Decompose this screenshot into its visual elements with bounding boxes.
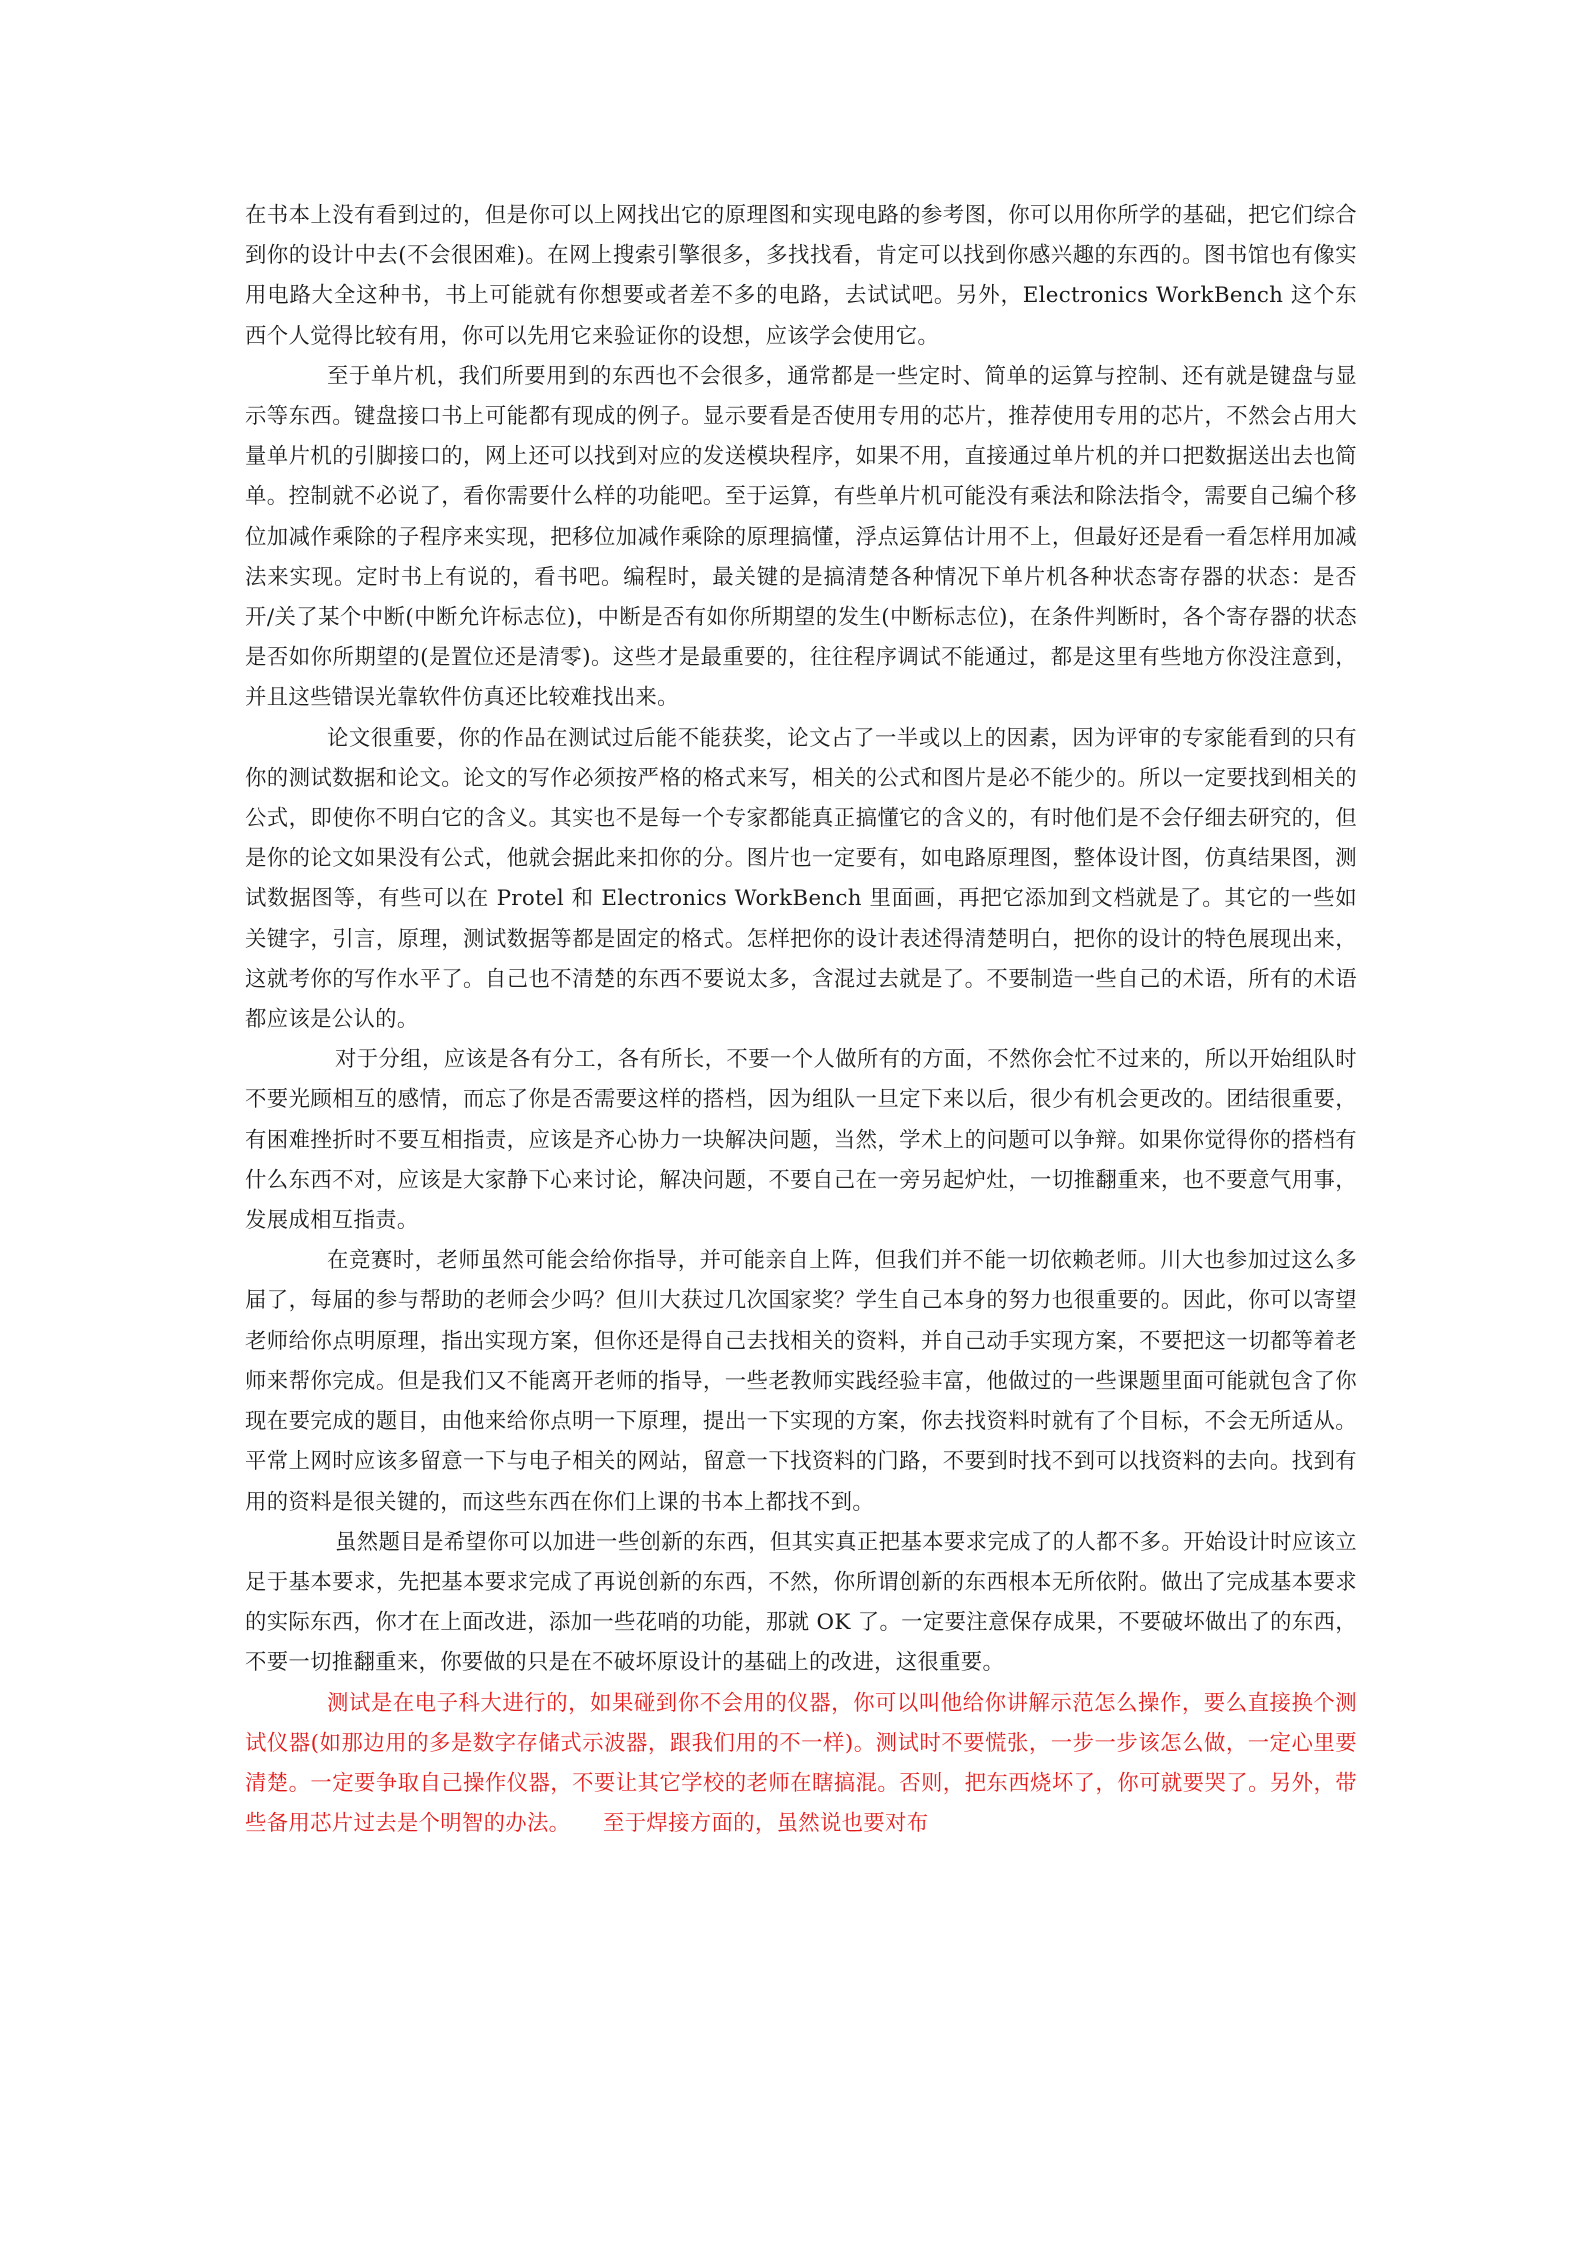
- paragraph-6: 虽然题目是希望你可以加进一些创新的东西，但其实真正把基本要求完成了的人都不多。开始设计时应该立足于基本要求，先把基本要求完成了再说创新的东西，不然，你所谓创新的东西根本无所依附。做出了完成基本要求的实际东西，你才在上面改进，添加一些花哨的功能，那就 OK 了。一定要注意保存成果，不要破坏做出了的东西，不要一切推翻重来，你要做的只是在不破坏原设计的基础上的改进，这很重要。: [245, 1529, 1357, 1676]
- paragraph-5: 在竞赛时，老师虽然可能会给你指导，并可能亲自上阵，但我们并不能一切依赖老师。川大也参加过这么多届了，每届的参与帮助的老师会少吗？但川大获过几次国家奖？学生自己本身的努力也很重要的。因此，你可以寄望老师给你点明原理，指出实现方案，但你还是得自己去找相关的资料，并自己动手实现方案，不要把这一切都等着老师来帮你完成。但是我们又不能离开老师的指导，一些老教师实践经验丰富，他做过的一些课题里面可能就包含了你现在要完成的题目，由他来给你点明一下原理，提出一下实现的方案，你去找资料时就有了个目标，不会无所适从。平常上网时应该多留意一下与电子相关的网站，留意一下找资料的门路，不要到时找不到可以找资料的去向。找到有用的资料是很关键的，而这些东西在你们上课的书本上都找不到。: [245, 1248, 1357, 1515]
- paragraph-3: 论文很重要，你的作品在测试过后能不能获奖，论文占了一半或以上的因素，因为评审的专家能看到的只有你的测试数据和论文。论文的写作必须按严格的格式来写，相关的公式和图片是必不能少的。所以一定要找到相关的公式，即使你不明白它的含义。其实也不是每一个专家都能真正搞懂它的含义的，有时他们是不会仔细去研究的，但是你的论文如果没有公式，他就会据此来扣你的分。图片也一定要有，如电路原理图，整体设计图，仿真结果图，测试数据图等，有些可以在 Protel 和 Electronics WorkBench 里面画，再把它添加到文档就是了。其它的一些如关键字，引言，原理，测试数据等都是固定的格式。怎样把你的设计表述得清楚明白，把你的设计的特色展现出来，这就考你的写作水平了。自己也不清楚的东西不要说太多，含混过去就是了。不要制造一些自己的术语，所有的术语都应该是公认的。: [245, 725, 1357, 1033]
- paragraph-2: 至于单片机，我们所要用到的东西也不会很多，通常都是一些定时、简单的运算与控制、还有就是键盘与显示等东西。键盘接口书上可能都有现成的例子。显示要看是否使用专用的芯片，推荐使用专用的芯片，不然会占用大量单片机的引脚接口的，网上还可以找到对应的发送模块程序，如果不用，直接通过单片机的并口把数据送出去也简单。控制就不必说了，看你需要什么样的功能吧。至于运算，有些单片机可能没有乘法和除法指令，需要自己编个移位加减作乘除的子程序来实现，把移位加减作乘除的原理搞懂，浮点运算估计用不上，但最好还是看一看怎样用加减法来实现。定时书上有说的，看书吧。编程时，最关键的是搞清楚各种情况下单片机各种状态寄存器的状态：是否开/关了某个中断(中断允许标志位)，中断是否有如你所期望的发生(中断标志位)，在条件判断时，各个寄存器的状态是否如你所期望的(是置位还是清零)。这些才是最重要的，往往程序调试不能通过，都是这里有些地方你没注意到，并且这些错误光靠软件仿真还比较难找出来。: [245, 363, 1357, 711]
- paragraph-7-highlighted: 测试是在电子科大进行的，如果碰到你不会用的仪器，你可以叫他给你讲解示范怎么操作，要么直接换个测试仪器(如那边用的多是数字存储式示波器，跟我们用的不一样)。测试时不要慌张，一步一步该怎么做，一定心里要清楚。一定要争取自己操作仪器，不要让其它学校的老师在瞎搞混。否则，把东西烧坏了，你可就要哭了。另外，带些备用芯片过去是个明智的办法。 至于焊接方面的，虽然说也要对布: [245, 1690, 1357, 1837]
- paragraph-1: 在书本上没有看到过的，但是你可以上网找出它的原理图和实现电路的参考图，你可以用你所学的基础，把它们综合到你的设计中去(不会很困难)。在网上搜索引擎很多，多找找看，肯定可以找到你感兴趣的东西的。图书馆也有像实用电路大全这种书，书上可能就有你想要或者差不多的电路，去试试吧。另外，Electronics WorkBench 这个东西个人觉得比较有用，你可以先用它来验证你的设想，应该学会使用它。: [245, 203, 1357, 349]
- document-page: [245, 196, 1357, 1844]
- paragraph-4: 对于分组，应该是各有分工，各有所长，不要一个人做所有的方面，不然你会忙不过来的，所以开始组队时不要光顾相互的感情，而忘了你是否需要这样的搭档，因为组队一旦定下来以后，很少有机会更改的。团结很重要，有困难挫折时不要互相指责，应该是齐心协力一块解决问题，当然，学术上的问题可以争辩。如果你觉得你的搭档有什么东西不对，应该是大家静下心来讨论，解决问题，不要自己在一旁另起炉灶，一切推翻重来，也不要意气用事，发展成相互指责。: [245, 1047, 1357, 1234]
